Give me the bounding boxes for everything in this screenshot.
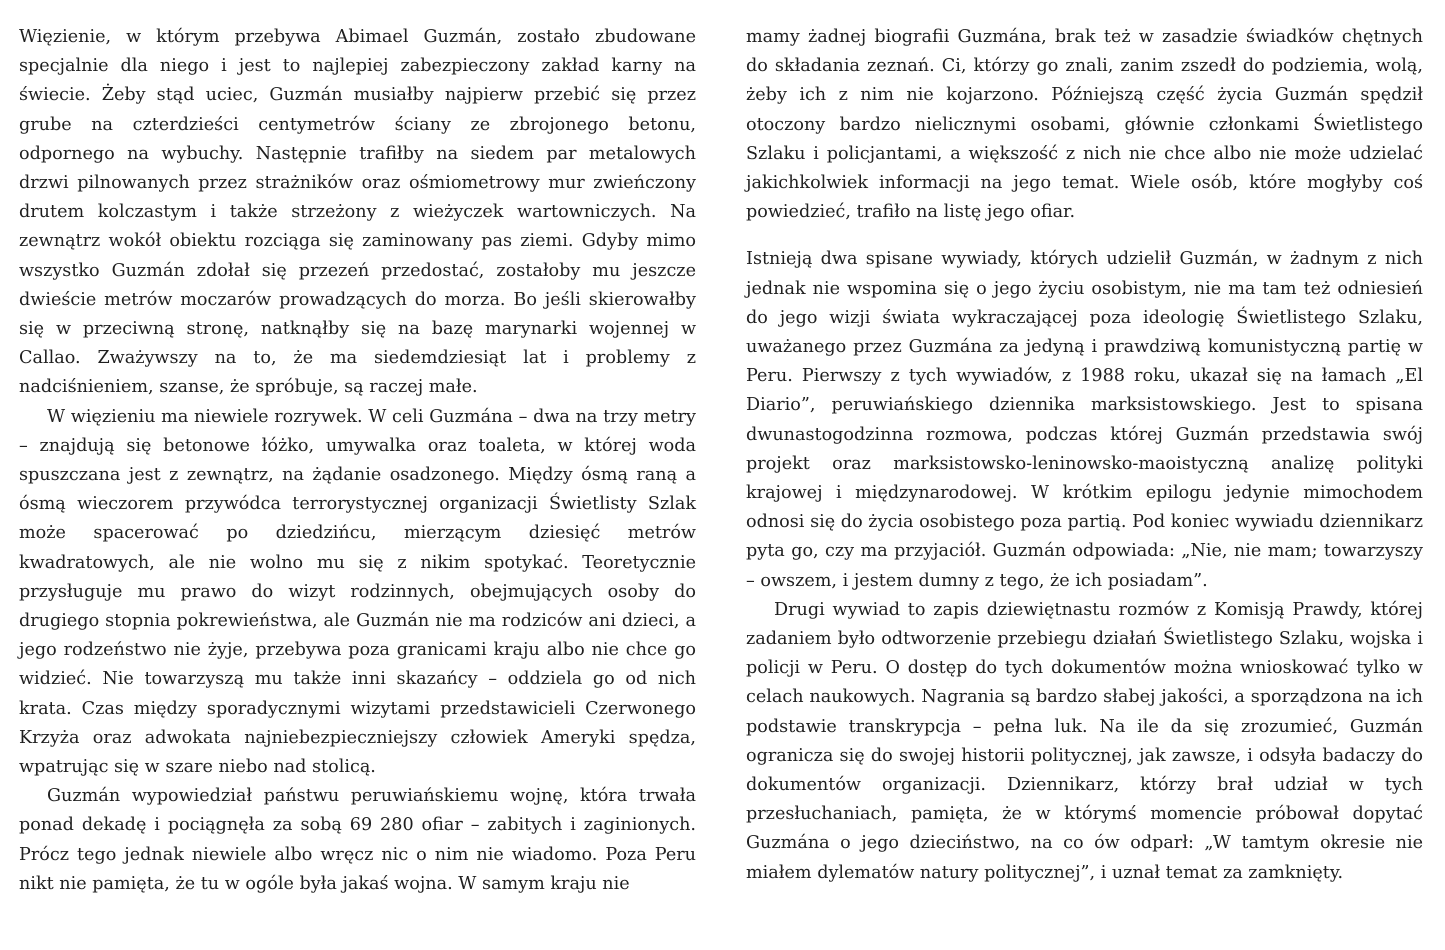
paragraph-war-context: Guzmán wypowiedział państwu peruwiańskiemu wojnę, która trwała ponad dekadę i pociągnęła za sobą 69 280 ofiar – zabitych i zaginionych. Prócz tego jednak niewiele albo wręcz nic o nim nie wiadomo. Poza Peru nikt nie pamięta, że tu w ogóle była jakaś wojna. W samym kraju nie xyxy=(19,786,696,894)
paragraph-continuation: mamy żadnej biografii Guzmána, brak też w zasadzie świadków chętnych do składania zeznań. Ci, którzy go znali, zanim zszedł do podziemia, wolą, żeby ich z nim nie kojarzono. Późniejszą część życia Guzmán spędził otoczony bardzo nielicznymi osobami, głównie członkami Świetlistego Szlaku i policjantami, a większość z nich nie chce albo nie może udzielać jakichkolwiek informacji na jego temat. Wiele osób, które mogłyby coś powiedzieć, trafiło na listę jego ofiar. xyxy=(746,27,1423,223)
paragraph-truth-commission: Drugi wywiad to zapis dziewiętnastu rozmów z Komisją Prawdy, której zadaniem było odtworzenie przebiegu działań Świetlistego Szlaku, wojska i policji w Peru. O dostęp do tych dokumentów można wnioskować tylko w celach naukowych. Nagrania są bardzo słabej jakości, a sporządzona na ich podstawie transkrypcja – pełna luk. Na ile da się zrozumieć, Guzmán ogranicza się do swojej historii politycznej, jak zawsze, i odsyła badaczy do dokumentów organizacji. Dziennikarz, którzy brał udział w tych przesłuchaniach, pamięta, że w którymś momencie próbował dopytać Guzmána o jego dzieciństwo, na co ów odparł: „W tamtym okresie nie miałem dylematów natury politycznej”, i uznał temat za zamknięty. xyxy=(746,599,1423,883)
paragraph-interviews: Istnieją dwa spisane wywiady, których udzielił Guzmán, w żadnym z nich jednak nie wspomina się o jego życiu osobistym, nie ma tam też odniesień do jego wizji świata wykraczającej poza ideologię Świetlistego Szlaku, uważanego przez Guzmána za jedyną i prawdziwą komunistyczną partię w Peru. Pierwszy z tych wywiadów, z 1988 roku, ukazał się na łamach „El Diario”, peruwiańskiego dziennika marksistowskiego. Jest to spisana dwunastogodzinna rozmowa, podczas której Guzmán przedstawia swój projekt oraz marksistowsko-leninowsko-maoistyczną analizę polityki krajowej i międzynarodowej. W krótkim epilogu jedynie mimochodem odnosi się do życia osobistego poza partią. Pod koniec wywiadu dziennikarz pyta go, czy ma przyjaciół. Guzmán odpowiada: „Nie, nie mam; towarzyszy – owszem, i jestem dumny z tego, że ich posiadam”. xyxy=(746,249,1423,591)
right-column xyxy=(746,23,1423,888)
paragraph-prison-routine: W więzieniu ma niewiele rozrywek. W celi Guzmána – dwa na trzy metry – znajdują się betonowe łóżko, umywalka oraz toaleta, w której woda spuszczana jest z zewnątrz, na żądanie osadzonego. Między ósmą raną a ósmą wieczorem przywódca terrorystycznej organizacji Świetlisty Szlak może spacerować po dziedzińcu, mierzącym dziesięć metrów kwadratowych, ale nie wolno mu się z nikim spotykać. Teoretycznie przysługuje mu prawo do wizyt rodzinnych, obejmujących osoby do drugiego stopnia pokrewieństwa, ale Guzmán nie ma rodziców ani dzieci, a jego rodzeństwo nie żyje, przebywa poza granicami kraju albo nie chce go widzieć. Nie towarzyszą mu także inni skazańcy – oddziela go od nich krata. Czas między sporadycznymi wizytami przedstawicieli Czerwonego Krzyża oraz adwokata najniebezpieczniejszy człowiek Ameryki spędza, wpatrując się w szare niebo nad stolicą. xyxy=(19,406,696,778)
paragraph-prison-description: Więzienie, w którym przebywa Abimael Guzmán, zostało zbudowane specjalnie dla niego i jest to najlepiej zabezpieczony zakład karny na świecie. Żeby stąd uciec, Guzmán musiałby najpierw przebić się przez grube na czterdzieści centymetrów ściany ze zbrojonego betonu, odpornego na wybuchy. Następnie trafiłby na siedem par metalowych drzwi pilnowanych przez strażników oraz ośmiometrowy mur zwieńczony drutem kolczastym i także strzeżony z wieżyczek wartowniczych. Na zewnątrz wokół obiektu rozciąga się zaminowany pas ziemi. Gdyby mimo wszystko Guzmán zdołał się przezeń przedostać, zostałoby mu jeszcze dwieście metrów moczarów prowadzących do morza. Bo jeśli skierowałby się w przeciwną stronę, natknąłby się na bazę marynarki wojennej w Callao. Zważywszy na to, że ma siedemdziesiąt lat i problemy z nadciśnieniem, szanse, że spróbuje, są raczej małe. xyxy=(19,27,696,398)
left-column xyxy=(19,23,696,899)
